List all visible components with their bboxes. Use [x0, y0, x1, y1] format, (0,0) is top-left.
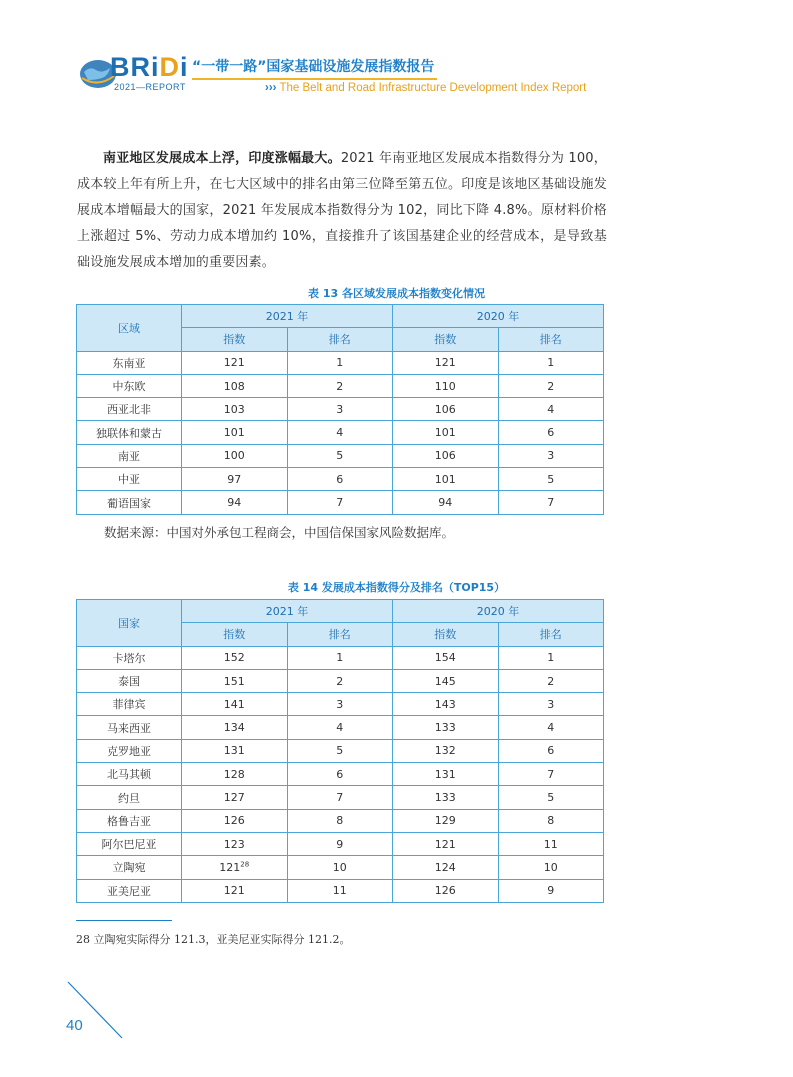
rank-2021-cell: 6: [287, 468, 393, 491]
index-2021-cell: 123: [182, 832, 288, 855]
rank-2021-cell: 9: [287, 832, 393, 855]
table-row: [77, 716, 604, 739]
table-row: [77, 739, 604, 762]
rank-2020-cell: 10: [498, 856, 604, 879]
table-row: [77, 646, 604, 669]
rank-2021-cell: 2: [287, 669, 393, 692]
rank-2020-cell: 9: [498, 879, 604, 902]
index-2020-cell: 101: [393, 468, 499, 491]
rank-2021-cell: 11: [287, 879, 393, 902]
index-2020-cell: 121: [393, 832, 499, 855]
index-2020-cell: 154: [393, 646, 499, 669]
rank-2021-cell: 7: [287, 786, 393, 809]
index-2021-cell: 108: [182, 374, 288, 397]
row-name-cell: 立陶宛: [77, 856, 182, 879]
table14-caption: 表 14 发展成本指数得分及排名（TOP15）: [287, 581, 506, 594]
table-row: [77, 809, 604, 832]
index-2020-cell: 133: [393, 716, 499, 739]
header-index-2020: 指数: [393, 328, 499, 351]
index-2021-cell: 134: [182, 716, 288, 739]
report-header: [72, 50, 632, 100]
report-title-english: ››› The Belt and Road Infrastructure Development Index Report: [265, 82, 587, 94]
rank-2020-cell: 3: [498, 444, 604, 467]
index-2020-cell: 131: [393, 763, 499, 786]
index-2020-cell: 106: [393, 398, 499, 421]
footnote-28: 28 立陶宛实际得分 121.3，亚美尼亚实际得分 121.2。: [76, 933, 351, 946]
index-2021-cell: 131: [182, 739, 288, 762]
region-cost-index-table: [76, 304, 604, 515]
table-row: [77, 491, 604, 514]
index-2020-cell: 124: [393, 856, 499, 879]
paragraph-lead: 南亚地区发展成本上浮，印度涨幅最大。: [103, 151, 341, 166]
header-rank-2021: 排名: [287, 328, 393, 351]
rank-2021-cell: 3: [287, 398, 393, 421]
row-name-cell: 约旦: [77, 786, 182, 809]
table-row: [77, 763, 604, 786]
body-paragraph: [77, 146, 607, 276]
rank-2020-cell: 1: [498, 646, 604, 669]
title-divider: [192, 78, 437, 80]
table-row: [77, 444, 604, 467]
index-2021-cell: 94: [182, 491, 288, 514]
index-2020-cell: 129: [393, 809, 499, 832]
rank-2020-cell: 1: [498, 351, 604, 374]
rank-2020-cell: 6: [498, 739, 604, 762]
rank-2020-cell: 2: [498, 669, 604, 692]
row-name-cell: 阿尔巴尼亚: [77, 832, 182, 855]
table-row: [77, 669, 604, 692]
rank-2020-cell: 7: [498, 491, 604, 514]
index-2021-cell: 141: [182, 693, 288, 716]
index-2020-cell: 101: [393, 421, 499, 444]
country-cost-index-table: [76, 599, 604, 903]
rank-2021-cell: 10: [287, 856, 393, 879]
table-row: [77, 856, 604, 879]
table-row: [77, 374, 604, 397]
index-2021-cell: 127: [182, 786, 288, 809]
row-name-cell: 独联体和蒙古: [77, 421, 182, 444]
table-row: [77, 398, 604, 421]
rank-2021-cell: 6: [287, 763, 393, 786]
index-2020-cell: 94: [393, 491, 499, 514]
header-index-2021: 指数: [182, 623, 288, 646]
table-row: [77, 351, 604, 374]
rank-2020-cell: 2: [498, 374, 604, 397]
rank-2020-cell: 6: [498, 421, 604, 444]
index-2021-cell: 128: [182, 763, 288, 786]
index-2020-cell: 145: [393, 669, 499, 692]
table-row: [77, 468, 604, 491]
header-rank-2020: 排名: [498, 623, 604, 646]
index-2020-cell: 106: [393, 444, 499, 467]
header-region: 区域: [77, 305, 182, 352]
row-name-cell: 葡语国家: [77, 491, 182, 514]
index-2020-cell: 110: [393, 374, 499, 397]
table-row: [77, 786, 604, 809]
index-2021-cell: 121: [182, 879, 288, 902]
rank-2020-cell: 8: [498, 809, 604, 832]
footnote-ref: 28: [240, 860, 250, 869]
index-2020-cell: 132: [393, 739, 499, 762]
chevrons-icon: ›››: [265, 82, 277, 94]
index-2021-cell: 126: [182, 809, 288, 832]
table-row: [77, 832, 604, 855]
table-row: [77, 879, 604, 902]
index-2020-cell: 126: [393, 879, 499, 902]
header-year-2020: 2020 年: [393, 305, 604, 328]
rank-2020-cell: 4: [498, 398, 604, 421]
row-name-cell: 菲律宾: [77, 693, 182, 716]
header-year-2020: 2020 年: [393, 600, 604, 623]
paragraph-body: 2021 年南亚地区发展成本指数得分为 100，成本较上年有所上升，在七大区域中的排名由第三位降至第五位。印度是该地区基础设施发展成本增幅最大的国家，2021 年发展成本指数得分为 102，同比下降 4.8%。原材料价格上涨超过 5%、劳动力成本增加约 10%，直接推升了该国基建企业的经营成本，是导致基础设施发展成本增加的重要因素。: [77, 151, 607, 270]
index-2020-cell: 121: [393, 351, 499, 374]
row-name-cell: 克罗地亚: [77, 739, 182, 762]
index-2021-cell: 97: [182, 468, 288, 491]
row-name-cell: 西亚北非: [77, 398, 182, 421]
index-2020-cell: 133: [393, 786, 499, 809]
header-index-2020: 指数: [393, 623, 499, 646]
rank-2020-cell: 4: [498, 716, 604, 739]
rank-2021-cell: 5: [287, 444, 393, 467]
index-2021-cell: 121: [182, 351, 288, 374]
index-2021-cell: 101: [182, 421, 288, 444]
table13-caption: 表 13 各区域发展成本指数变化情况: [308, 287, 485, 300]
row-name-cell: 亚美尼亚: [77, 879, 182, 902]
logo-subtitle: 2021—REPORT: [114, 82, 186, 92]
row-name-cell: 格鲁吉亚: [77, 809, 182, 832]
rank-2020-cell: 11: [498, 832, 604, 855]
rank-2021-cell: 5: [287, 739, 393, 762]
logo-wordmark: BRiDi: [110, 52, 189, 82]
row-name-cell: 东南亚: [77, 351, 182, 374]
rank-2021-cell: 1: [287, 646, 393, 669]
header-year-2021: 2021 年: [182, 600, 393, 623]
row-name-cell: 南亚: [77, 444, 182, 467]
header-country: 国家: [77, 600, 182, 647]
row-name-cell: 卡塔尔: [77, 646, 182, 669]
row-name-cell: 泰国: [77, 669, 182, 692]
rank-2021-cell: 8: [287, 809, 393, 832]
index-2021-cell: 100: [182, 444, 288, 467]
rank-2020-cell: 7: [498, 763, 604, 786]
header-rank-2020: 排名: [498, 328, 604, 351]
index-2021-cell: 103: [182, 398, 288, 421]
header-year-2021: 2021 年: [182, 305, 393, 328]
footnote-divider: [76, 920, 172, 921]
rank-2021-cell: 4: [287, 716, 393, 739]
index-2021-cell: 151: [182, 669, 288, 692]
rank-2020-cell: 5: [498, 468, 604, 491]
rank-2020-cell: 5: [498, 786, 604, 809]
row-name-cell: 中东欧: [77, 374, 182, 397]
header-rank-2021: 排名: [287, 623, 393, 646]
table-row: [77, 421, 604, 444]
index-2021-cell: 152: [182, 646, 288, 669]
row-name-cell: 马来西亚: [77, 716, 182, 739]
index-2020-cell: 143: [393, 693, 499, 716]
table-row: [77, 693, 604, 716]
report-title-chinese: “一带一路”国家基础设施发展指数报告: [192, 59, 435, 75]
rank-2021-cell: 4: [287, 421, 393, 444]
rank-2021-cell: 1: [287, 351, 393, 374]
data-source-note: 数据来源：中国对外承包工程商会，中国信保国家风险数据库。: [104, 525, 455, 540]
rank-2021-cell: 3: [287, 693, 393, 716]
row-name-cell: 中亚: [77, 468, 182, 491]
page-number: 40: [66, 1017, 83, 1034]
index-2021-cell: $121^{28}$: [182, 856, 288, 879]
rank-2021-cell: 7: [287, 491, 393, 514]
header-index-2021: 指数: [182, 328, 288, 351]
row-name-cell: 北马其顿: [77, 763, 182, 786]
rank-2021-cell: 2: [287, 374, 393, 397]
rank-2020-cell: 3: [498, 693, 604, 716]
